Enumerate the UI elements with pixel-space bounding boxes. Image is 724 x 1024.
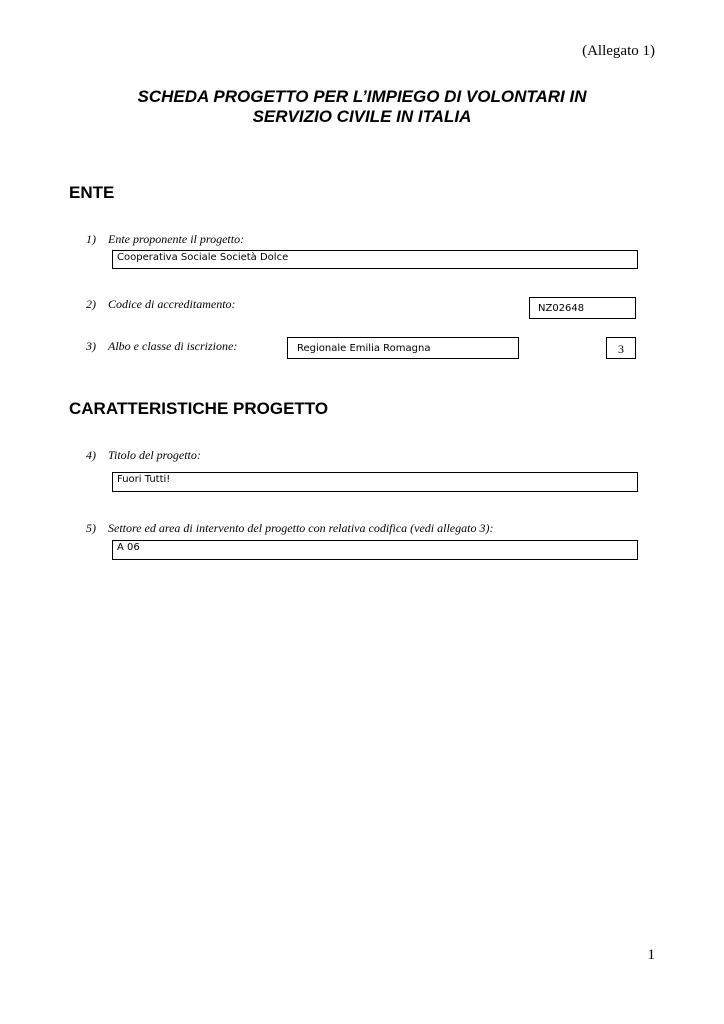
titolo-progetto-field[interactable]: Fuori Tutti! (112, 472, 638, 492)
settore-area-field[interactable]: A 06 (112, 540, 638, 560)
item-2-label: Codice di accreditamento: (108, 297, 236, 311)
item-1-number: 1) (86, 232, 96, 246)
item-4-label: Titolo del progetto: (108, 448, 201, 462)
page-number: 1 (647, 947, 655, 963)
section-heading-progetto: CARATTERISTICHE PROGETTO (69, 399, 329, 418)
item-1-label: Ente proponente il progetto: (108, 232, 245, 246)
albo-field[interactable]: Regionale Emilia Romagna (287, 337, 519, 359)
section-heading-ente: ENTE (69, 183, 115, 202)
item-3-label: Albo e classe di iscrizione: (108, 339, 238, 353)
allegato-label: (Allegato 1) (582, 43, 655, 59)
item-2-number: 2) (86, 297, 96, 311)
document-title-line-1: SCHEDA PROGETTO PER L’IMPIEGO DI VOLONTARI IN (137, 87, 587, 106)
document-title-line-2: SERVIZIO CIVILE IN ITALIA (252, 107, 472, 126)
item-5-number: 5) (86, 521, 96, 535)
ente-proponente-field[interactable]: Cooperativa Sociale Società Dolce (112, 250, 638, 269)
item-4-number: 4) (86, 448, 96, 462)
item-3-number: 3) (86, 339, 96, 353)
document-title (0, 87, 724, 127)
item-5-label: Settore ed area di intervento del progetto con relativa codifica (vedi allegato 3): (108, 521, 494, 535)
classe-field[interactable]: 3 (606, 337, 636, 359)
codice-accreditamento-field[interactable]: NZ02648 (529, 297, 636, 319)
